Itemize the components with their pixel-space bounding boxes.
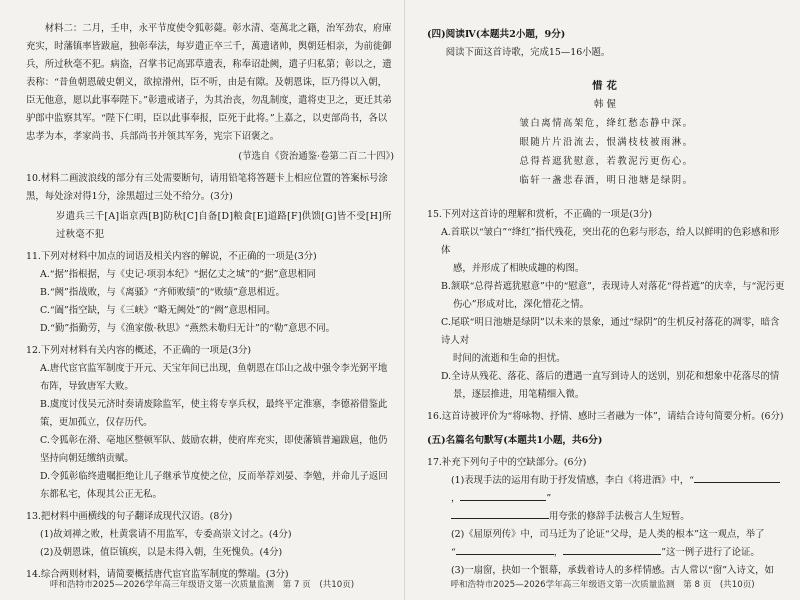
question-17-part-2-cont: “ ， ”这一例子进行了论证。: [451, 544, 786, 562]
question-17-part-1: (1)表现手法的运用有助于抒发情感，李白《将进酒》中，“， ”: [451, 472, 786, 508]
page-8: [404, 0, 800, 600]
section-4-heading: (四)阅读Ⅳ(本题共2小题，9分): [427, 29, 566, 40]
question-15-option-b-cont: 伤心”形成对比，深化惜花之情。: [453, 299, 590, 310]
question-12-option-a: A.唐代宦官监军制度于开元、天宝年间已出现，鱼朝恩在邙山之战中强令李光弼平地布阵，导致唐军大败。: [40, 363, 388, 392]
question-12-option-b: B.虞度讨伐吴元济时奏请废除监军，使主将专享兵权，最终平定淮寨，李德裕借鉴此策，更加孤立，仅存历代。: [40, 399, 388, 428]
question-11-option-c: C.“阖”指空缺，与《三峡》“略无阙处”的“阙”意思相同。: [40, 305, 276, 316]
question-15-option-d-cont: 景，逐层推进，用笔精细入微。: [453, 389, 585, 400]
question-11-option-d: D.“勤”指勤劳，与《渔家傲·秋思》“燕然未勒归无计”的“勒”意思不同。: [40, 323, 336, 334]
section-4-instruction: 阅读下面这首诗歌，完成15—16小题。: [445, 47, 611, 58]
blank-17-1b[interactable]: [460, 490, 546, 501]
question-12-option-c: C.令狐彰在滑、亳地区整顿军队、鼓励农耕，使府库充实，即使藩镇普遍跋扈，他仍坚持向朝廷缴纳贡赋。: [40, 435, 388, 464]
question-13: 13.把材料中画横线的句子翻译成现代汉语。(8分): [26, 511, 233, 522]
page-7-footer: 呼和浩特市2025—2026学年高三年级语文第一次质量监测 第 7 页 (共10页): [49, 580, 355, 590]
section-5-heading: (五)名篇名句默写(本题共1小题，共6分): [427, 435, 603, 446]
question-15-option-d: D.全诗从残花、落花、落后的遭遇一直写到诗人的送别，别花和想象中花落尽的情: [441, 371, 780, 382]
question-10: 10.材料二画波浪线的部分有三处需要断句，请用铅笔将答题卡上相应位置的答案标号涂黑，每处涂对得1分，涂黑超过三处不给分。(3分): [26, 173, 388, 202]
question-15-option-c-cont: 时间的流逝和生命的担忧。: [453, 353, 566, 364]
question-17-part-3: (3)一扇窗，抉如一个银幕，承载着诗人的多样情感。古人常以“窗”入诗文，如: [451, 565, 774, 576]
question-11-option-b: B.“阙”指战败，与《离骚》“齐师败绩”的“败绩”意思相近。: [40, 287, 285, 298]
poem-title: 惜花: [592, 80, 621, 92]
question-15-option-a-cont: 感，并形成了相映成趣的构图。: [453, 263, 585, 274]
question-10-fragment: 岁遣兵三千[A]诣京西[B]防秋[C]自备[D]粮食[E]道路[F]供馈[G]皆不受[H]所过秋毫不犯: [56, 211, 392, 240]
poem-line-2: 眼随片片沿流去，恨满枝枝被雨淋。: [519, 137, 694, 148]
blank-17-2a[interactable]: [456, 544, 554, 555]
question-15-option-b: B.颔联“总得苔遮犹慰意”中的“慰意”，表现诗人对落花“得苔遮”的庆幸，与“泥污更: [441, 281, 785, 292]
question-11: 11.下列对材料中加点的词语及相关内容的解说，不正确的一项是(3分): [26, 251, 317, 262]
question-17-part-1-cont: 用夸张的修辞手法极言人生短暂。: [451, 508, 786, 526]
blank-17-2b[interactable]: [563, 544, 661, 555]
question-16: 16.这首诗被评价为“将咏物、抒情、感时三者融为一体”，请结合诗句简要分析。(6分): [427, 411, 784, 422]
question-15: 15.下列对这首诗的理解和赏析，不正确的一项是(3分): [427, 209, 653, 220]
poem-line-3: 总得苔遮犹慰意，若教泥污更伤心。: [519, 156, 694, 167]
question-12: 12.下列对材料有关内容的概述，不正确的一项是(3分): [26, 345, 252, 356]
blank-17-1a[interactable]: [694, 472, 780, 483]
question-14: 14.综合两则材料，请简要概括唐代宦官监军制度的弊端。(3分): [26, 569, 289, 580]
question-17-part-2: (2)《屈原列传》中，司马迁为了论证“父母，是人类的根本”这一观点，举了: [451, 529, 765, 540]
question-12-option-d: D.令狐彰临终遗嘱拒绝让儿子继承节度使之位，反而举荐刘晏、李勉，并命儿子返回东都私宅，体现其公正无私。: [40, 471, 388, 500]
poem-line-1: 皱白离情高架危，绛红愁态静中深。: [519, 118, 694, 129]
blank-17-1c[interactable]: [451, 508, 549, 519]
material-2-source: (节选自《资治通鉴·卷第二百二十四》): [238, 151, 394, 162]
question-17: 17.补充下列句子中的空缺部分。(6分): [427, 457, 587, 468]
question-11-option-a: A.“据”指根据，与《史记·项羽本纪》“据亿丈之城”的“据”意思相同: [40, 269, 316, 280]
page-8-footer: 呼和浩特市2025—2026学年高三年级语文第一次质量监测 第 8 页 (共10页): [450, 580, 755, 590]
poem-line-4: 临轩一盏悲春酒，明日池塘是绿阴。: [519, 175, 694, 186]
material-2-text: 材料二：二月，壬申，永平节度使令狐彰薨。彰水清、毫萬北之籍，治军劲农，府庫充实，时藩镇率皆跋扈，独彰奉法，每岁遣正卒三千，萬遗诸帅，舆朝廷相亲，为前徙御兵，所过秋毫不犯。病盗，召掌书记高郢草遗表，称奉诏赴阙，遣子归私第；彰以之，遗表称：“昔鱼朝恩破史朝义，欲掠滑州，臣不听，由是有隙。及朝恩诛，臣乃得以入朝，臣无他意，愿以此事奉陛下。”彰遗戒诸子，为其治丧，勿乱制度，遣将吏卫之，更迁其弟驴郎中监察其军。“陛下仁明，臣以此事奉报，臣死于此将。”上嘉之，以吏部尚书，各以忠孝为本，孝家尚书、兵部尚书并领其军务，宪宗下诏褒之。: [26, 23, 392, 142]
question-13-part-2: (2)及朝恩诛，值臣镇疾，以是未得入朝，生死愧负。(4分): [40, 547, 283, 558]
question-13-part-1: (1)故刘禅之败，杜黄裳请不用监军，专委高崇文讨之。(4分): [40, 529, 292, 540]
poem-author: 韩偓: [593, 99, 620, 110]
question-15-option-c: C.尾联“明日池塘是绿阴”以未来的景象，通过“绿阴”的生机反衬落花的凋零，暗含诗人对: [441, 317, 780, 346]
question-15-option-a: A.首联以“皱白”“绛红”指代残花，突出花的色彩与形态，给人以鲜明的色彩感和形体: [441, 227, 780, 256]
